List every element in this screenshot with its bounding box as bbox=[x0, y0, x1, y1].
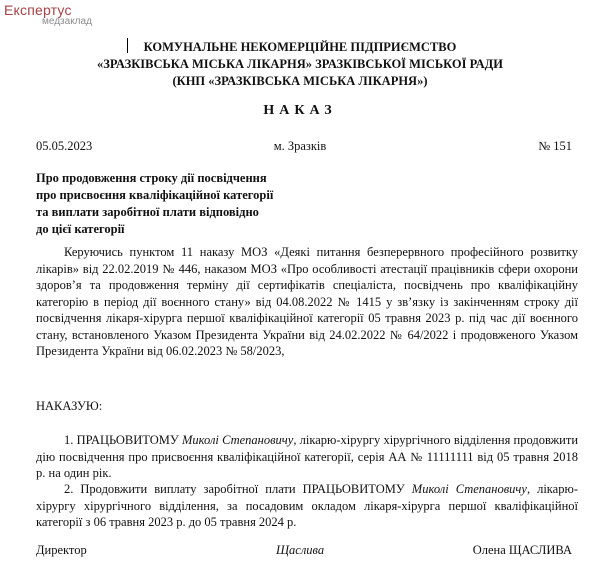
signature-name: Олена ЩАСЛИВА bbox=[472, 543, 572, 557]
logo-name: Експертус bbox=[4, 2, 72, 18]
order-item-1 bbox=[36, 432, 578, 482]
order-subject bbox=[36, 170, 273, 238]
item-1-suffix: , лікарю-хірургу хірургічного відділення продовжити дію посвідчення про присвоєння кваліфікаційної категорії, серія АА № 11111111 від 05 травня 2018 р. на один рік. bbox=[36, 433, 579, 480]
preamble-paragraph: Керуючись пунктом 11 наказу МОЗ «Деякі питання безперервного професійного розвитку лікарів» від 22.02.2019 № 446, наказом МОЗ «Про особливості атестації працівників сфери охорони здоров’я та продовження терміну дії сертифікатів спеціаліста, посвідчень про кваліфікаційну категорію в період дії воєнного стану» від 04.08.2022 № 1415 у зв’язку із закінченням строку дії посвідчення лікаря-хірурга першої кваліфікаційної категорії 05 травня 2023 р. під час дії воєнного стану, встановленого Указом Президента України від 24.02.2022 № 64/2022 і продовженого Указом Президента України від 06.02.2023 № 58/2023, bbox=[36, 245, 578, 358]
org-line-2: «ЗРАЗКІВСЬКА МІСЬКА ЛІКАРНЯ» ЗРАЗКІВСЬКОЇ МІСЬКОЇ РАДИ bbox=[97, 57, 503, 71]
signature-role: Директор bbox=[36, 543, 87, 557]
subject-line: та виплати заробітної плати відповідно bbox=[36, 205, 259, 219]
organization-header bbox=[0, 39, 600, 90]
item-2-prefix: 2. Продовжити виплату заробітної плати ПРАЦЬОВИТОМУ bbox=[64, 482, 412, 496]
logo-subtitle: медзаклад bbox=[42, 16, 92, 27]
item-1-name: Миколі Степановичу bbox=[181, 433, 294, 447]
subject-line: Про продовження строку дії посвідчення bbox=[36, 171, 267, 185]
item-2-name: Миколі Степановичу bbox=[411, 482, 527, 496]
item-2-suffix: , лікарю-хірургу хірургічного відділення, за посадовим окладом лікаря-хірурга першої кваліфікаційної категорії з 06 травня 2023 р. до 05 травня 2024 р. bbox=[36, 482, 578, 529]
signature-handwritten: Щаслива bbox=[276, 543, 325, 557]
order-place: м. Зразків bbox=[273, 139, 327, 153]
subject-line: про присвоєння кваліфікаційної категорії bbox=[36, 188, 274, 202]
order-date: 05.05.2023 bbox=[36, 139, 93, 153]
org-line-3: (КНП «ЗРАЗКІВСЬКА МІСЬКА ЛІКАРНЯ») bbox=[172, 74, 428, 88]
order-item-2 bbox=[36, 481, 578, 531]
document-title: НАКАЗ bbox=[263, 103, 337, 118]
item-1-prefix: 1. ПРАЦЬОВИТОМУ bbox=[64, 433, 182, 447]
order-number: № 151 bbox=[538, 139, 572, 153]
order-word: НАКАЗУЮ: bbox=[36, 399, 103, 413]
subject-line: до цієї категорії bbox=[36, 222, 125, 236]
org-line-1: КОМУНАЛЬНЕ НЕКОМЕРЦІЙНЕ ПІДПРИЄМСТВО bbox=[143, 40, 457, 54]
expertus-logo bbox=[4, 2, 92, 27]
